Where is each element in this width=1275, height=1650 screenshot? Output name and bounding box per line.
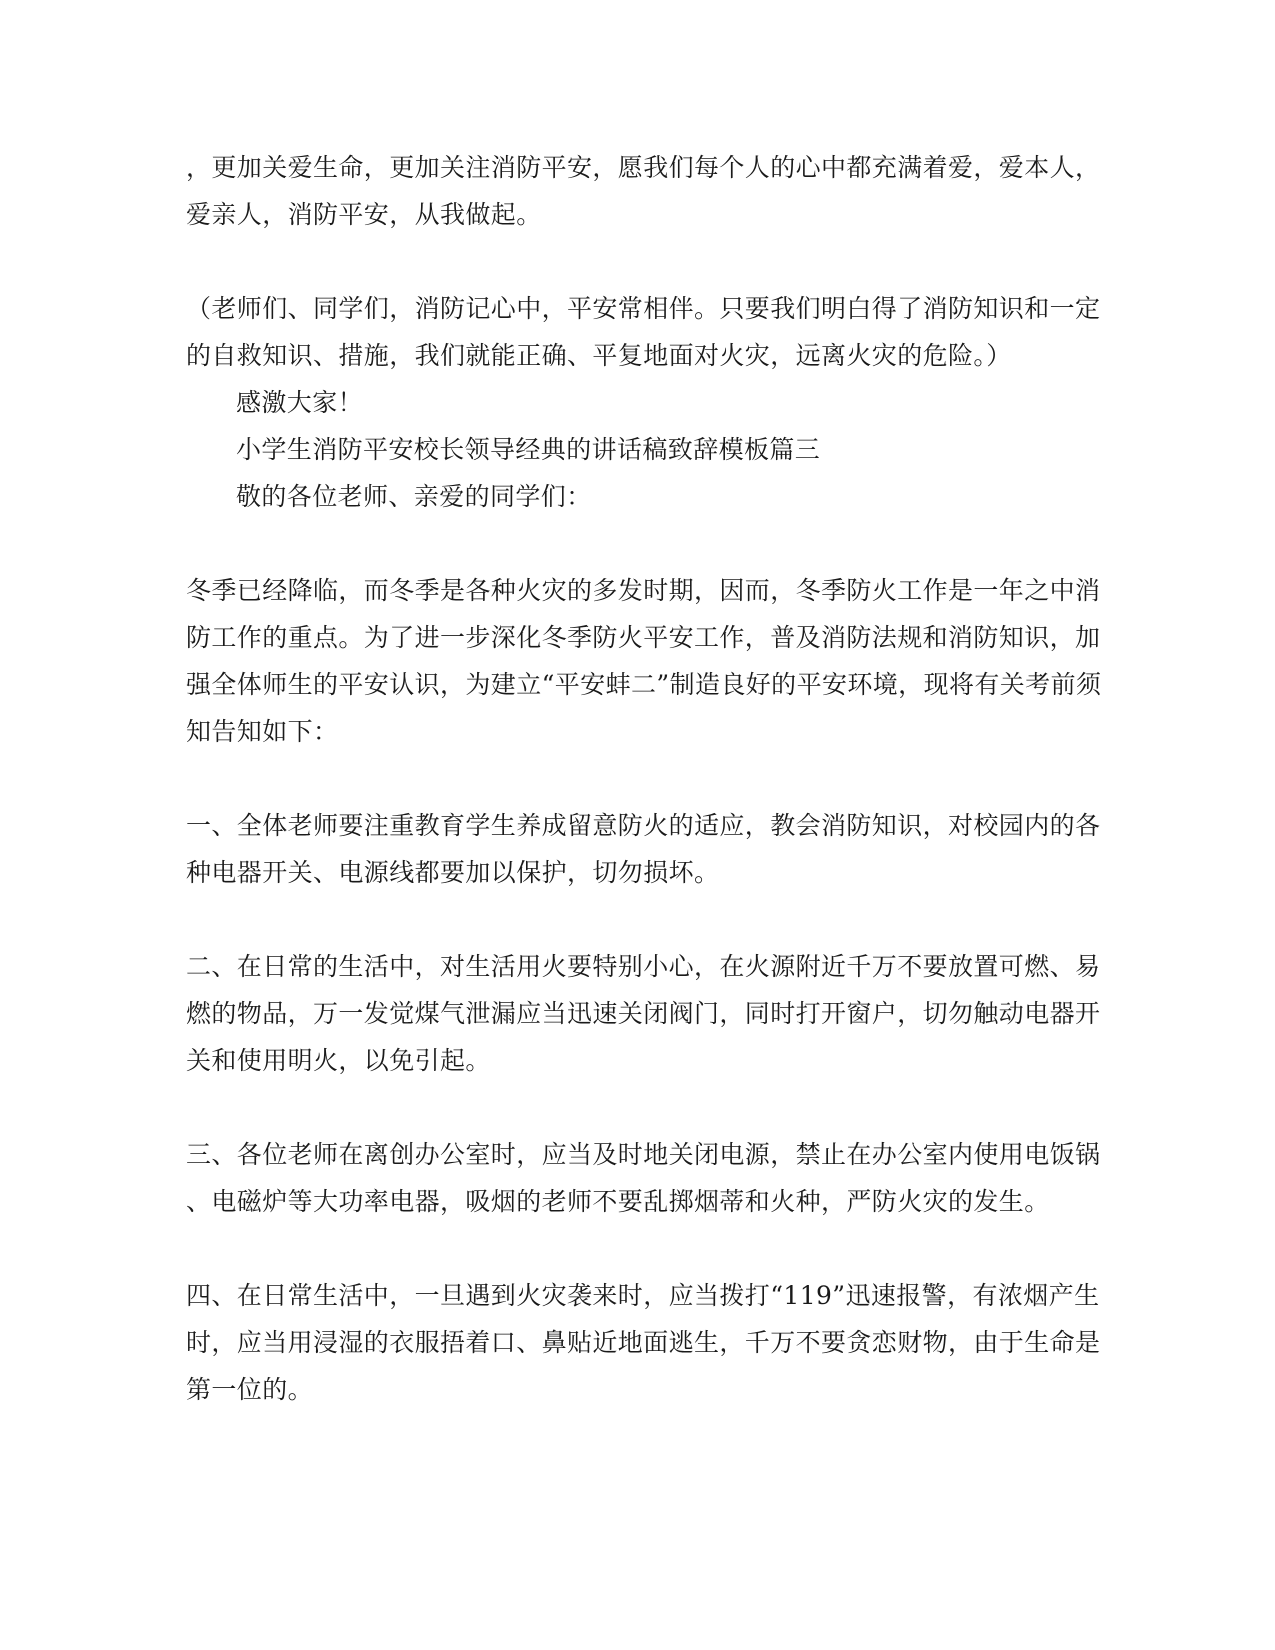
text-line: 三、各位老师在离创办公室时，应当及时地关闭电源，禁止在办公室内使用电饭锅 [186, 1140, 1101, 1169]
text-line: 强全体师生的平安认识，为建立“平安蚌二”制造良好的平安环境，现将有关考前须 [186, 670, 1102, 699]
text-line: 二、在日常的生活中，对生活用火要特别小心，在火源附近千万不要放置可燃、易 [186, 952, 1101, 981]
text-line: 、电磁炉等大功率电器，吸烟的老师不要乱掷烟蒂和火种，严防火灾的发生。 [186, 1187, 1050, 1216]
text-line: 第一位的。 [186, 1375, 314, 1404]
text-line: （老师们、同学们，消防记心中，平安常相伴。只要我们明白得了消防知识和一定 [186, 294, 1101, 323]
text-line: 防工作的重点。为了进一步深化冬季防火平安工作，普及消防法规和消防知识，加 [186, 623, 1101, 652]
text-line: ，更加关爱生命，更加关注消防平安，愿我们每个人的心中都充满着爱，爱本人， [186, 153, 1101, 182]
text-line: 一、全体老师要注重教育学生养成留意防火的适应，教会消防知识，对校园内的各 [186, 811, 1101, 840]
salutation: 敬的各位老师、亲爱的同学们： [236, 482, 592, 511]
section-heading: 小学生消防平安校长领导经典的讲话稿致辞模板篇三 [236, 435, 821, 464]
text-line: 燃的物品，万一发觉煤气泄漏应当迅速关闭阀门，同时打开窗户，切勿触动电器开 [186, 999, 1101, 1028]
text-line: 种电器开关、电源线都要加以保护，切勿损坏。 [186, 858, 720, 887]
text-line: 知告知如下： [186, 717, 339, 746]
text-line: 四、在日常生活中，一旦遇到火灾袭来时，应当拨打“119”迅速报警，有浓烟产生 [186, 1281, 1100, 1310]
text-line: 冬季已经降临，而冬季是各种火灾的多发时期，因而，冬季防火工作是一年之中消 [186, 576, 1101, 605]
text-line: 时，应当用浸湿的衣服捂着口、鼻贴近地面逃生，千万不要贪恋财物，由于生命是 [186, 1328, 1101, 1357]
text-line: 关和使用明火，以免引起。 [186, 1046, 491, 1075]
text-line: 的自救知识、措施，我们就能正确、平复地面对火灾，远离火灾的危险。） [186, 341, 1012, 370]
text-line: 爱亲人，消防平安，从我做起。 [186, 200, 542, 229]
text-line: 感激大家！ [236, 388, 364, 417]
